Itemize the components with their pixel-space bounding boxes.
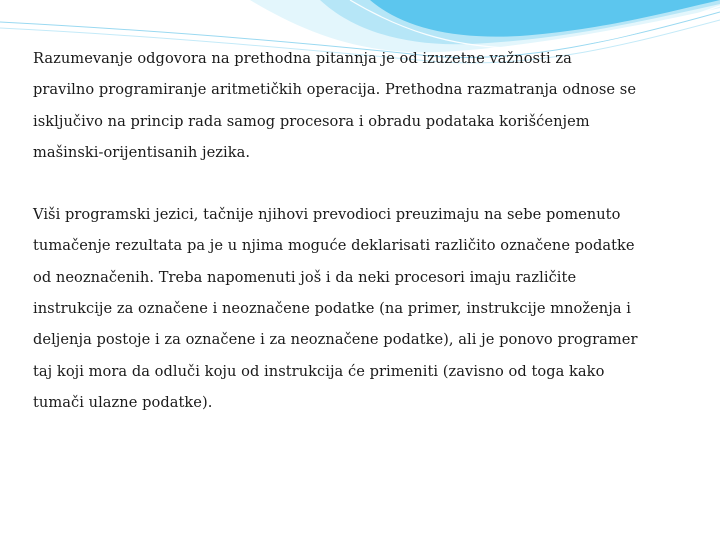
text-line: isključivo na princip rada samog procesora i obradu podataka korišćenjem xyxy=(33,112,590,130)
text-line: od neoznačenih. Treba napomenuti još i da neki procesori imaju različite xyxy=(33,268,577,286)
text-line: mašinski-orijentisanih jezika. xyxy=(33,143,251,161)
text-line: tumačenje rezultata pa je u njima moguće deklarisati različito označene podatke xyxy=(33,237,635,255)
paragraph-high-level-languages xyxy=(33,199,673,418)
text-body xyxy=(33,43,673,418)
text-line: tumači ulazne podatke). xyxy=(33,393,213,411)
text-line: Viši programski jezici, tačnije njihovi prevodioci preuzimaju na sebe pomenuto xyxy=(33,206,621,224)
text-line: Razumevanje odgovora na prethodna pitannja je od izuzetne važnosti za xyxy=(33,50,572,67)
text-line: deljenja postoje i za označene i za neoznačene podatke), ali je ponovo programer xyxy=(33,331,638,349)
text-line: instrukcije za označene i neoznačene podatke (na primer, instrukcije množenja i xyxy=(33,300,631,318)
text-line: taj koji mora da odluči koju od instrukcija će primeniti (zavisno od toga kako xyxy=(33,362,605,380)
text-line: pravilno programiranje aritmetičkih operacija. Prethodna razmatranja odnose se xyxy=(33,81,637,99)
paragraph-intro xyxy=(33,43,673,168)
